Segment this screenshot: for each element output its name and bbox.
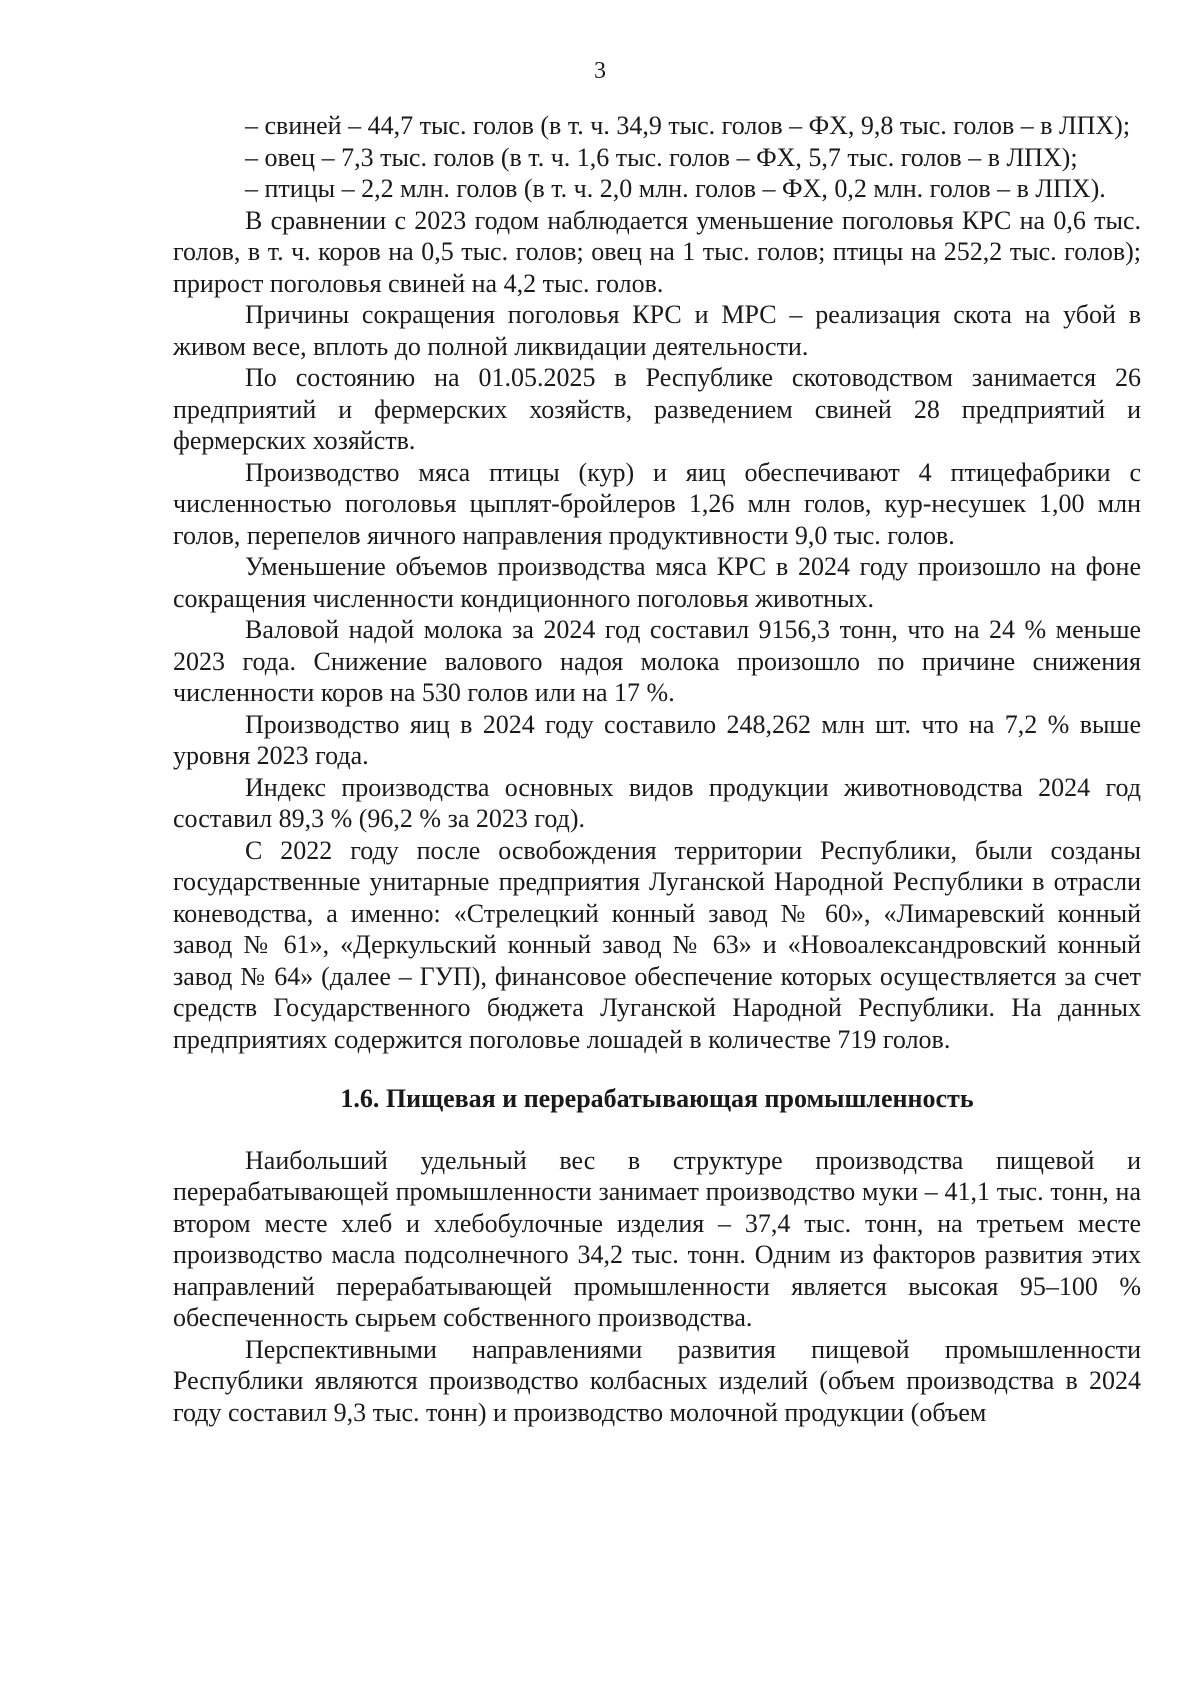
- paragraph-comparison-2023: В сравнении с 2023 годом наблюдается уменьшение поголовья КРС на 0,6 тыс. голов, в т. ч. коров на 0,5 тыс. голов; овец на 1 тыс. голов; птицы на 252,2 тыс. голов); прирост поголовья свиней на 4,2 тыс. голов.: [173, 205, 1141, 298]
- paragraph-beef-decrease: Уменьшение объемов производства мяса КРС в 2024 году произошло на фоне сокращения численности кондиционного поголовья животных.: [173, 552, 1141, 613]
- list-item-pigs: – свиней – 44,7 тыс. голов (в т. ч. 34,9 тыс. голов – ФХ, 9,8 тыс. голов – в ЛПХ);: [245, 111, 1131, 140]
- paragraph-egg-production: Производство яиц в 2024 году составило 248,262 млн шт. что на 7,2 % выше уровня 2023 года.: [173, 709, 1141, 770]
- paragraph-enterprises-count: По состоянию на 01.05.2025 в Республике скотоводством занимается 26 предприятий и фермерских хозяйств, разведением свиней 28 предприятий и фермерских хозяйств.: [173, 363, 1141, 455]
- paragraph-food-industry-prospects: Перспективными направлениями развития пищевой промышленности Республики являются производство колбасных изделий (объем производства в 2024 году составил 9,3 тыс. тонн) и производство молочной продукции (объем: [173, 1334, 1141, 1427]
- paragraph-milk-yield: Валовой надой молока за 2024 год составил 9156,3 тонн, что на 24 % меньше 2023 года. Снижение валового надоя молока произошло по причине снижения численности коров на 530 голов или на 17 %.: [173, 615, 1141, 707]
- paragraph-poultry-farms: Производство мяса птицы (кур) и яиц обеспечивают 4 птицефабрики с численностью поголовья цыплят-бройлеров 1,26 млн голов, кур-несушек 1,00 млн голов, перепелов яичного направления продуктивности 9,0 тыс. голов.: [173, 457, 1141, 550]
- section-heading: 1.6. Пищевая и перерабатывающая промышленность: [340, 1084, 974, 1113]
- paragraph-food-industry-structure: Наибольший удельный вес в структуре производства пищевой и перерабатывающей промышленности занимает производство муки – 41,1 тыс. тонн, на втором месте хлеб и хлебобулочные изделия – 37,4 тыс. тонн, на третьем месте производство масла подсолнечного 34,2 тыс. тонн. Одним из факторов развития этих направлений перерабатывающей промышленности является высокая 95–100 % обеспеченность сырьем собственного производства.: [173, 1145, 1141, 1332]
- paragraph-horse-breeding: С 2022 году после освобождения территории Республики, были созданы государственные унитарные предприятия Луганской Народной Республики в отрасли коневодства, а именно: «Стрелецкий конный завод № 60», «Лимаревский конный завод № 61», «Деркульский конный завод № 63» и «Новоалександровский конный завод № 64» (далее – ГУП), финансовое обеспечение которых осуществляется за счет средств Государственного бюджета Луганской Народной Республики. На данных предприятиях содержится поголовье лошадей в количестве 719 голов.: [173, 835, 1141, 1054]
- list-item-sheep: – овец – 7,3 тыс. голов (в т. ч. 1,6 тыс. голов – ФХ, 5,7 тыс. голов – в ЛПХ);: [245, 142, 1078, 172]
- document-body: [173, 110, 1141, 1428]
- list-item-poultry: – птицы – 2,2 млн. голов (в т. ч. 2,0 млн. голов – ФХ, 0,2 млн. голов – в ЛПХ).: [245, 174, 1106, 203]
- page-number: 3: [594, 58, 606, 84]
- paragraph-production-index: Индекс производства основных видов продукции животноводства 2024 год составил 89,3 % (96,2 % за 2023 год).: [173, 772, 1141, 833]
- paragraph-reduction-reasons: Причины сокращения поголовья КРС и МРС – реализация скота на убой в живом весе, вплоть до полной ликвидации деятельности.: [173, 300, 1141, 361]
